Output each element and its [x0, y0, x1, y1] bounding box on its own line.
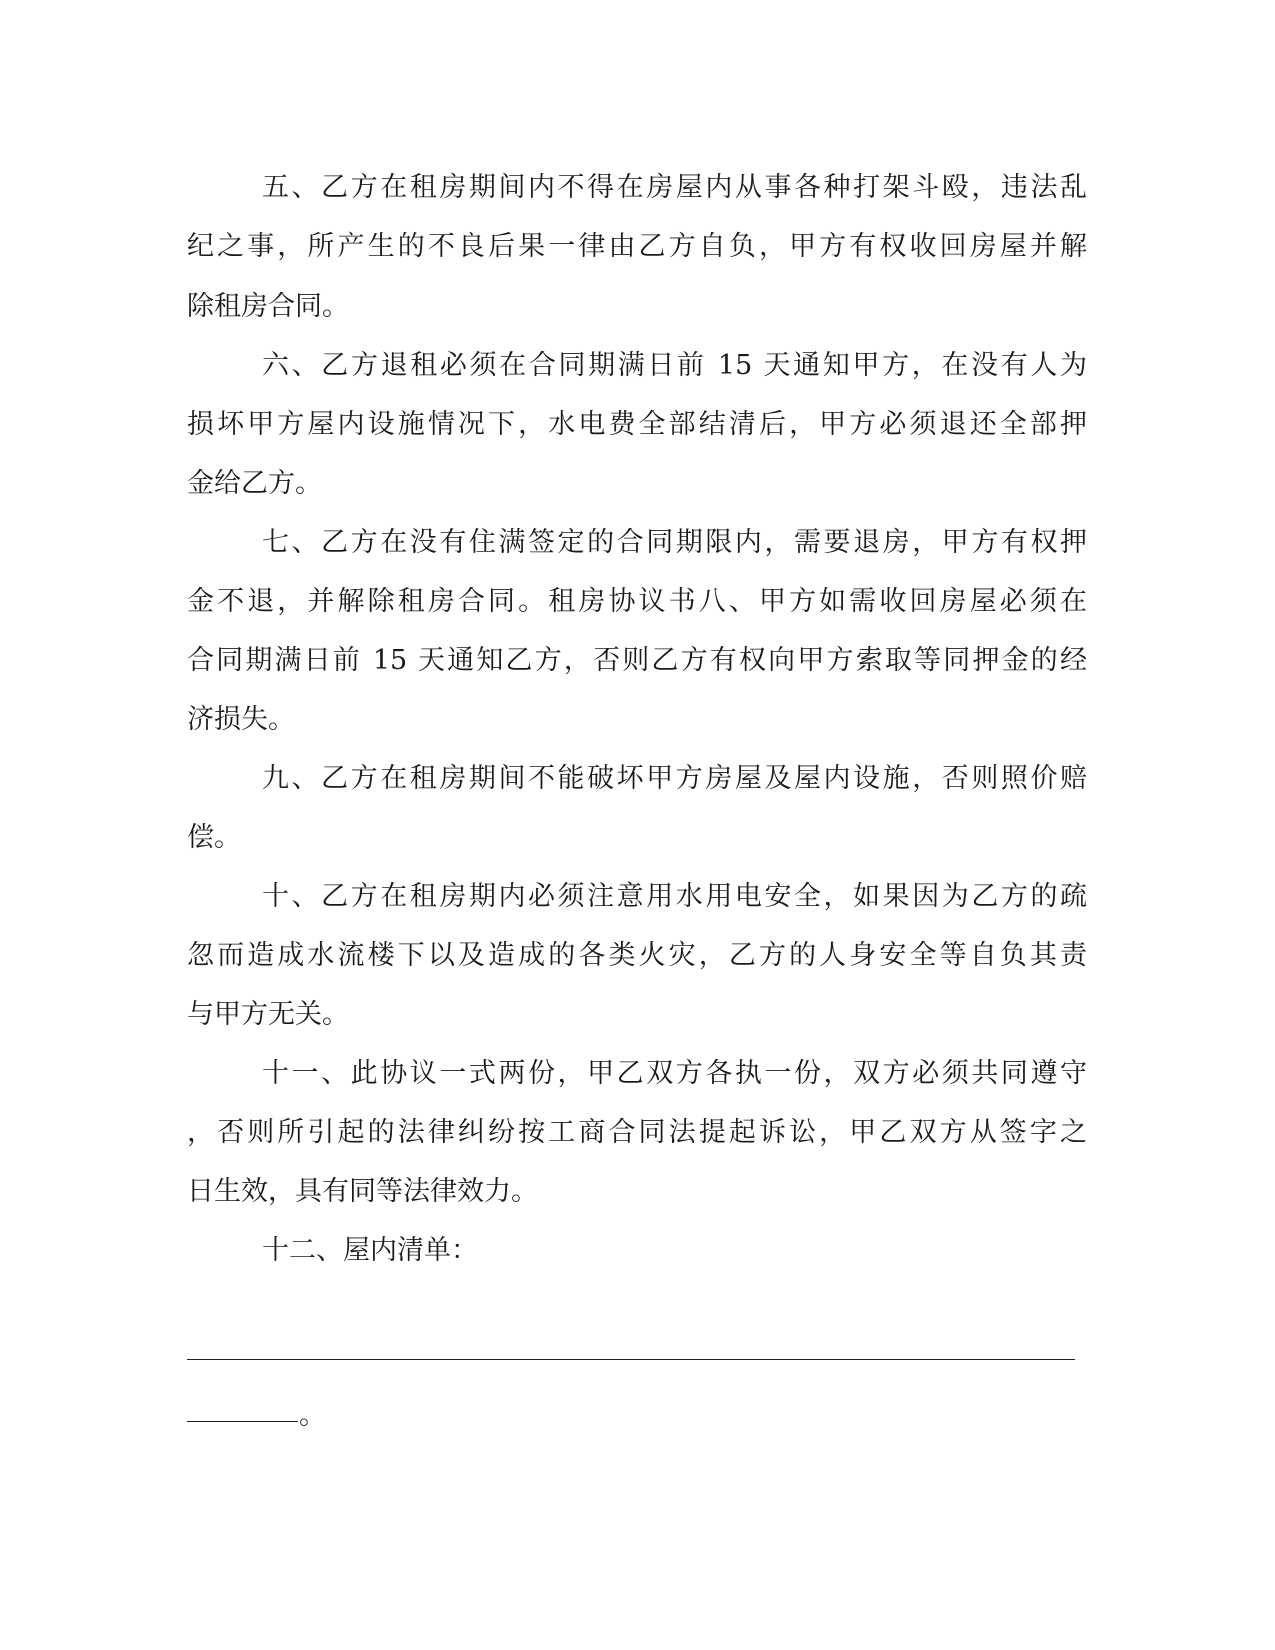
clause-6-line-3: 金给乙方。: [187, 468, 322, 499]
clause-11-line-3: 日生效，具有同等法律效力。: [187, 1176, 538, 1207]
clause-7-line-2: 金不退，并解除租房合同。租房协议书八、甲方如需收回房屋必须在: [187, 586, 1087, 617]
clause-10-line-1: 十、乙方在租房期内必须注意用水用电安全，如果因为乙方的疏: [262, 881, 1087, 912]
clause-12-line-1: 十二、屋内清单：: [262, 1235, 478, 1266]
clause-5-line-2: 纪之事，所产生的不良后果一律由乙方自负，甲方有权收回房屋并解: [187, 231, 1087, 262]
inventory-blank-line-short: [187, 1421, 298, 1422]
inventory-end-mark: 。: [299, 1400, 326, 1431]
clause-5-line-3: 除租房合同。: [187, 291, 349, 322]
clause-9-line-1: 九、乙方在租房期间不能破坏甲方房屋及屋内设施，否则照价赔: [262, 763, 1087, 794]
clause-6-line-1: 六、乙方退租必须在合同期满日前 15 天通知甲方，在没有人为: [262, 350, 1087, 381]
clause-10-line-3: 与甲方无关。: [187, 999, 349, 1030]
clause-7-line-4: 济损失。: [187, 704, 295, 735]
clause-7-line-1: 七、乙方在没有住满签定的合同期限内，需要退房，甲方有权押: [262, 527, 1087, 558]
clause-11-line-2: ，否则所引起的法律纠纷按工商合同法提起诉讼，甲乙双方从签字之: [187, 1117, 1087, 1148]
clause-11-line-1: 十一、此协议一式两份，甲乙双方各执一份，双方必须共同遵守: [262, 1058, 1087, 1089]
clause-5-line-1: 五、乙方在租房期间内不得在房屋内从事各种打架斗殴，违法乱: [262, 172, 1087, 203]
clause-10-line-2: 忽而造成水流楼下以及造成的各类火灾，乙方的人身安全等自负其责: [187, 940, 1087, 971]
clause-9-line-2: 偿。: [187, 822, 241, 853]
clause-6-line-2: 损坏甲方屋内设施情况下，水电费全部结清后，甲方必须退还全部押: [187, 409, 1087, 440]
inventory-blank-line: [187, 1359, 1075, 1360]
clause-7-line-3: 合同期满日前 15 天通知乙方，否则乙方有权向甲方索取等同押金的经: [187, 645, 1087, 676]
